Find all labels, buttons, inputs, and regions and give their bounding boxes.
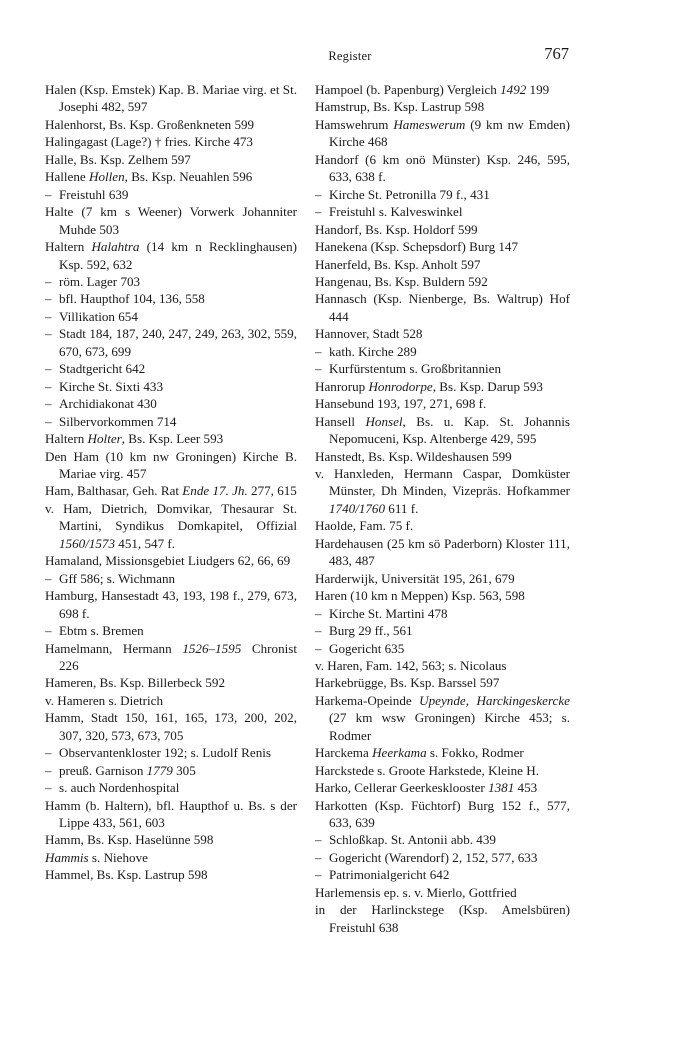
entry-text: (27 km wsw Groningen) Kirche 453; s. Rodmer — [329, 710, 570, 743]
entry-text: Hamswehrum — [315, 116, 394, 132]
entry-text: Hangenau, Bs. Ksp. Buldern 592 — [315, 273, 488, 289]
entry-text: Chronist 226 — [59, 640, 297, 673]
entry-text: Kirche St. Sixti 433 — [59, 378, 164, 394]
entry-text: Schloßkap. St. Antonii abb. 439 — [329, 832, 496, 848]
index-entry — [45, 849, 297, 866]
index-entry — [45, 168, 297, 185]
entry-italic-text: Upeynde, Harckingeskercke — [419, 692, 570, 708]
entry-text: Harckstede s. Groote Harkstede, Kleine H. — [315, 762, 539, 778]
entry-text: , Bs. Ksp. Darup 593 — [432, 378, 543, 394]
entry-text: Haltern — [45, 239, 92, 255]
entry-text: Handorf (6 km onö Münster) Ksp. 246, 595, 633, 638 f. — [315, 151, 570, 185]
entry-text: Haolde, Fam. 75 f. — [315, 518, 414, 534]
entry-text: Gogericht 635 — [329, 640, 405, 656]
entry-text: Hansell — [315, 413, 366, 429]
entry-text: s. Fokko, Rodmer — [426, 745, 524, 761]
entry-text: Stadt 184, 187, 240, 247, 249, 263, 302, 559, 670, 673, 699 — [59, 326, 297, 359]
entry-text: in der Harlinckstege (Ksp. Amelsbüren) Freistuhl 638 — [315, 902, 570, 935]
entry-text: Hallene — [45, 169, 89, 185]
index-subentry — [45, 273, 297, 290]
index-subentry — [45, 325, 297, 360]
index-subentry — [315, 360, 570, 377]
index-entry — [45, 238, 297, 273]
entry-text: Hameren, Bs. Ksp. Billerbeck 592 — [45, 675, 226, 691]
entry-text: Observantenkloster 192; s. Ludolf Renis — [59, 745, 272, 761]
entry-text: v. Ham, Dietrich, Domvikar, Thesaurar St. Martini, Syndikus Domkapitel, Offizial — [45, 500, 297, 534]
entry-italic-text: 1779 — [146, 762, 173, 778]
index-subentry — [45, 186, 297, 203]
entry-italic-text: 1560/1573 — [59, 535, 116, 551]
index-entry — [315, 238, 570, 255]
index-entry — [315, 256, 570, 273]
entry-text: Patrimonialgericht 642 — [329, 867, 450, 883]
index-entry — [315, 448, 570, 465]
entry-text: Halingagast (Lage?) † fries. Kirche 473 — [45, 134, 253, 150]
index-subentry — [315, 640, 570, 657]
entry-text: Archidiakonat 430 — [59, 396, 157, 412]
entry-text: Hammel, Bs. Ksp. Lastrup 598 — [45, 867, 208, 883]
index-subentry — [315, 186, 570, 203]
entry-text: Halte (7 km s Weener) Vorwerk Johanniter Muhde 503 — [45, 204, 297, 237]
entry-italic-text: 1740/1760 — [329, 500, 386, 516]
entry-text: Harderwijk, Universität 195, 261, 679 — [315, 570, 515, 586]
index-entry — [45, 116, 297, 133]
index-entry — [315, 290, 570, 325]
index-entry — [315, 779, 570, 796]
entry-text: Kirche St. Martini 478 — [329, 605, 448, 621]
index-entry — [315, 901, 570, 936]
index-entry — [315, 657, 570, 674]
entry-text: Freistuhl s. Kalveswinkel — [329, 204, 463, 220]
index-entry — [315, 884, 570, 901]
entry-text: preuß. Garnison — [59, 762, 147, 778]
index-entry — [315, 674, 570, 691]
entry-italic-text: 1526–1595 — [182, 640, 242, 656]
entry-text: Halen (Ksp. Emstek) Kap. B. Mariae virg. et St. Josephi 482, 597 — [45, 82, 297, 115]
entry-text: Hannover, Stadt 528 — [315, 326, 423, 342]
entry-text: Gff 586; s. Wichmann — [59, 570, 176, 586]
index-subentry — [45, 779, 297, 796]
entry-text: Hampoel (b. Papenburg) Vergleich — [315, 82, 501, 97]
entry-text: Harlemensis ep. s. v. Mierlo, Gottfried — [315, 884, 517, 900]
entry-text: kath. Kirche 289 — [329, 343, 417, 359]
entry-text: Halenhorst, Bs. Ksp. Großenkneten 599 — [45, 116, 255, 132]
entry-italic-text: Hameswerum — [393, 116, 466, 132]
index-entry — [45, 866, 297, 883]
index-entry — [45, 81, 297, 116]
index-entry — [315, 535, 570, 570]
entry-text: Handorf, Bs. Ksp. Holdorf 599 — [315, 221, 478, 237]
index-entry — [45, 674, 297, 691]
index-entry — [315, 273, 570, 290]
index-entry — [45, 500, 297, 552]
index-column-left — [45, 81, 297, 884]
entry-italic-text: Hollen — [89, 169, 125, 185]
index-subentry — [45, 308, 297, 325]
entry-text: Silbervorkommen 714 — [59, 413, 177, 429]
index-entry — [45, 448, 297, 483]
entry-text: Kurfürstentum s. Großbritannien — [329, 361, 502, 377]
index-column-right — [315, 81, 570, 936]
index-entry — [45, 709, 297, 744]
entry-italic-text: Honrodorpe — [368, 378, 433, 394]
index-entry — [315, 151, 570, 186]
running-title: Register — [328, 49, 372, 63]
entry-italic-text: Heerkama — [372, 745, 427, 761]
index-subentry — [45, 290, 297, 307]
entry-text: Hamm, Stadt 150, 161, 165, 173, 200, 202, 307, 320, 573, 673, 705 — [45, 710, 297, 743]
index-subentry — [45, 360, 297, 377]
index-subentry — [315, 203, 570, 220]
entry-text: Hanerfeld, Bs. Ksp. Anholt 597 — [315, 256, 481, 272]
index-subentry — [315, 849, 570, 866]
index-subentry — [45, 622, 297, 639]
entry-text: v. Hameren s. Dietrich — [45, 692, 164, 708]
entry-text: 451, 547 f. — [115, 535, 176, 551]
index-entry — [45, 587, 297, 622]
entry-text: Kirche St. Petronilla 79 f., 431 — [329, 186, 490, 202]
entry-text: s. Niehove — [88, 849, 148, 865]
index-entry — [45, 640, 297, 675]
index-subentry — [315, 831, 570, 848]
entry-text: 611 f. — [385, 500, 419, 516]
index-subentry — [315, 622, 570, 639]
entry-text: Den Ham (10 km nw Groningen) Kirche B. Mariae virg. 457 — [45, 448, 297, 481]
index-subentry — [45, 378, 297, 395]
entry-text: Hamm, Bs. Ksp. Haselünne 598 — [45, 832, 214, 848]
entry-text: v. Haren, Fam. 142, 563; s. Nicolaus — [315, 657, 507, 673]
entry-text: 199 — [526, 82, 550, 97]
index-entry — [45, 151, 297, 168]
index-entry — [315, 517, 570, 534]
index-entry — [315, 395, 570, 412]
entry-text: 277, 615 — [247, 483, 297, 499]
entry-italic-text: 1492 — [500, 82, 527, 97]
entry-italic-text: Halahtra — [91, 239, 140, 255]
entry-italic-text: Holter — [87, 431, 122, 447]
entry-text: v. Hanxleden, Hermann Caspar, Domküster Münster, Dh Minden, Vizepräs. Hofkammer — [315, 465, 570, 499]
entry-text: Freistuhl 639 — [59, 186, 129, 202]
entry-text: Gogericht (Warendorf) 2, 152, 577, 633 — [329, 849, 538, 865]
entry-text: bfl. Haupthof 104, 136, 558 — [59, 291, 205, 307]
entry-text: Hardehausen (25 km sö Paderborn) Kloster 111, 483, 487 — [315, 535, 570, 569]
index-entry — [315, 570, 570, 587]
entry-text: , Bs. u. Kap. St. Johannis Nepomuceni, Ksp. Altenberge 429, 595 — [329, 413, 570, 447]
index-subentry — [45, 570, 297, 587]
index-entry — [315, 413, 570, 448]
index-subentry — [45, 744, 297, 761]
entry-text: Hannasch (Ksp. Nienberge, Bs. Waltrup) Hof 444 — [315, 291, 570, 324]
entry-text: , Bs. Ksp. Neuahlen 596 — [124, 169, 253, 185]
index-entry — [315, 116, 570, 151]
entry-text: Hamm (b. Haltern), bfl. Haupthof u. Bs. s der Lippe 433, 561, 603 — [45, 797, 297, 831]
entry-text: Hamelmann, Hermann — [45, 640, 183, 656]
entry-text: Harkebrügge, Bs. Ksp. Barssel 597 — [315, 675, 500, 691]
entry-text: Hamburg, Hansestadt 43, 193, 198 f., 279, 673, 698 f. — [45, 588, 297, 621]
entry-text: Burg 29 ff., 561 — [329, 623, 413, 639]
index-subentry — [315, 866, 570, 883]
entry-text: Haltern — [45, 431, 88, 447]
index-entry — [315, 221, 570, 238]
entry-text: 305 — [172, 762, 196, 778]
index-subentry — [45, 762, 297, 779]
index-entry — [315, 325, 570, 342]
index-entry — [315, 465, 570, 517]
index-entry — [45, 552, 297, 569]
index-entry — [315, 744, 570, 761]
entry-text: 453 — [514, 780, 538, 796]
entry-text: s. auch Nordenhospital — [59, 780, 180, 796]
entry-text: (9 km nw Emden) Kirche 468 — [329, 116, 570, 150]
entry-text: (14 km n Recklinghausen) Ksp. 592, 632 — [59, 239, 297, 272]
index-entry — [315, 378, 570, 395]
entry-text: röm. Lager 703 — [59, 273, 141, 289]
page-header — [0, 44, 700, 68]
entry-text: Harko, Cellerar Geerkesklooster — [315, 780, 489, 796]
page-number: 767 — [544, 44, 569, 63]
entry-text: Ebtm s. Bremen — [59, 623, 144, 639]
index-entry — [45, 831, 297, 848]
index-entry — [45, 133, 297, 150]
entry-text: Ham, Balthasar, Geh. Rat — [45, 483, 183, 499]
index-entry — [45, 203, 297, 238]
entry-text: Harkema-Opeinde — [315, 692, 420, 708]
index-subentry — [45, 395, 297, 412]
entry-text: Harckema — [315, 745, 373, 761]
entry-text: Hansebund 193, 197, 271, 698 f. — [315, 396, 487, 412]
entry-text: Villikation 654 — [59, 308, 138, 324]
entry-italic-text: Hammis — [45, 849, 89, 865]
entry-italic-text: 1381 — [488, 780, 515, 796]
index-subentry — [315, 343, 570, 360]
index-entry — [45, 430, 297, 447]
index-entry — [315, 797, 570, 832]
entry-italic-text: Ende 17. Jh. — [182, 483, 248, 499]
entry-text: Halle, Bs. Ksp. Zelhem 597 — [45, 151, 191, 167]
index-entry — [315, 81, 570, 98]
index-entry — [315, 692, 570, 744]
index-entry — [315, 587, 570, 604]
entry-text: Hanekena (Ksp. Schepsdorf) Burg 147 — [315, 239, 519, 255]
index-entry — [315, 762, 570, 779]
entry-text: Hamstrup, Bs. Ksp. Lastrup 598 — [315, 99, 485, 115]
index-subentry — [45, 413, 297, 430]
entry-text: Hamaland, Missionsgebiet Liudgers 62, 66, 69 — [45, 553, 291, 569]
entry-text: Haren (10 km n Meppen) Ksp. 563, 598 — [315, 588, 525, 604]
index-entry — [315, 98, 570, 115]
entry-text: Hanstedt, Bs. Ksp. Wildeshausen 599 — [315, 448, 512, 464]
index-entry — [45, 692, 297, 709]
entry-italic-text: Honsel — [365, 413, 403, 429]
index-entry — [45, 482, 297, 499]
entry-text: Hanrorup — [315, 378, 369, 394]
index-subentry — [315, 605, 570, 622]
entry-text: Harkotten (Ksp. Füchtorf) Burg 152 f., 577, 633, 639 — [315, 797, 570, 831]
entry-text: , Bs. Ksp. Leer 593 — [121, 431, 224, 447]
entry-text: Stadtgericht 642 — [59, 361, 146, 377]
index-entry — [45, 797, 297, 832]
